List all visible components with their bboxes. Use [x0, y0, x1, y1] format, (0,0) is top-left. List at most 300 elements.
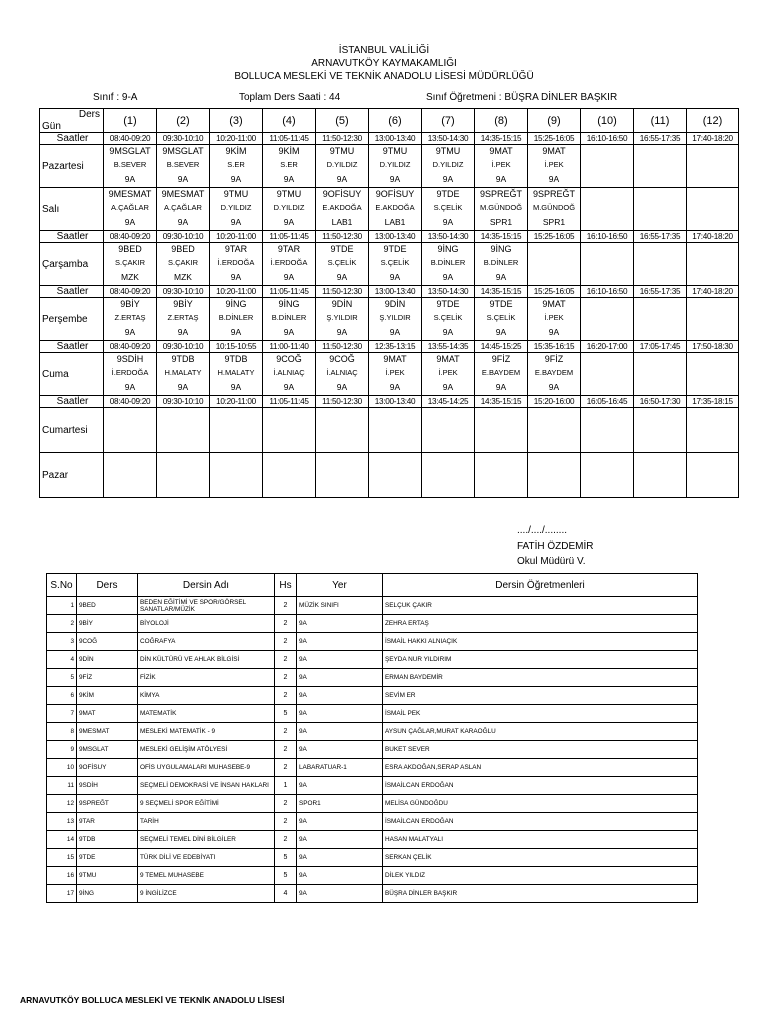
header-governorship: İSTANBUL VALİLİĞİ: [338, 45, 430, 56]
lesson-cell: [581, 353, 634, 396]
lesson-room: 9A: [283, 217, 295, 227]
lesson-cell: [316, 243, 369, 286]
course-teachers: ZEHRA ERTAŞ: [383, 615, 698, 633]
lesson-code: 9OFİSUY: [375, 189, 415, 199]
time-slot: 11:50-12:30: [316, 133, 369, 145]
time-slot: 13:50-14:30: [422, 133, 475, 145]
lesson-teacher: M.GÜNDOĞ: [479, 203, 523, 212]
lesson-room: LAB1: [384, 217, 406, 227]
lesson-teacher: [581, 157, 633, 173]
course-location: 9A: [297, 687, 383, 705]
period-header: (4): [263, 109, 316, 133]
principal-title: Okul Müdürü V.: [517, 556, 586, 567]
lesson-cell: [316, 188, 369, 231]
course-name: DİN KÜLTÜRÜ VE AHLAK BİLGİSİ: [138, 651, 275, 669]
time-slot: 08:40-09:20: [104, 133, 157, 145]
day-name: Pazartesi: [40, 145, 104, 188]
hours-label: Saatler: [40, 341, 104, 353]
lesson-cell: [104, 298, 157, 341]
lesson-teacher: B.DİNLER: [483, 258, 519, 267]
hours-row: [40, 231, 739, 243]
lesson-cell: [422, 243, 475, 286]
lesson-code: 9TDB: [224, 354, 248, 364]
lesson-code: 9TDB: [171, 354, 195, 364]
weekly-hours: 2: [275, 741, 297, 759]
lesson-code: [581, 243, 633, 255]
course-location: 9A: [297, 777, 383, 795]
time-slot: 16:10-16:50: [581, 286, 634, 298]
lesson-cell: [581, 188, 634, 231]
course-code: 9COĞ: [77, 633, 138, 651]
course-location: LABARATUAR-1: [297, 759, 383, 777]
lesson-room: 9A: [230, 174, 242, 184]
lesson-cell: [104, 353, 157, 396]
lesson-cell: [210, 243, 263, 286]
lesson-teacher: S.ÇELİK: [380, 258, 410, 267]
principal-name: FATİH ÖZDEMİR: [517, 541, 594, 552]
lesson-cell: [104, 145, 157, 188]
course-location: 9A: [297, 705, 383, 723]
time-slot: 15:25-16:05: [528, 231, 581, 243]
weekly-hours: 2: [275, 831, 297, 849]
time-slot: 10:15-10:55: [210, 341, 263, 353]
weekly-hours: 2: [275, 759, 297, 777]
lesson-code: 9DİN: [384, 299, 406, 309]
lesson-cell: [528, 243, 581, 286]
lesson-code: [687, 298, 738, 310]
lesson-code: 9TDE: [330, 244, 354, 254]
course-location: MÜZİK SINIFI: [297, 597, 383, 615]
lesson-teacher: E.AKDOĞA: [375, 203, 415, 212]
lesson-code: 9İNG: [225, 299, 247, 309]
period-header: (3): [210, 109, 263, 133]
time-slot: 15:25-16:05: [528, 133, 581, 145]
lesson-cell: [687, 243, 739, 286]
period-header: (9): [528, 109, 581, 133]
lesson-cell: [210, 353, 263, 396]
lesson-code: [687, 188, 738, 200]
lesson-teacher: B.SEVER: [113, 160, 147, 169]
lesson-cell: [687, 453, 739, 498]
period-header: (2): [157, 109, 210, 133]
lesson-teacher: [581, 310, 633, 326]
table-row: [47, 777, 698, 795]
time-slot: 17:40-18:20: [687, 286, 739, 298]
lesson-cell: [634, 145, 687, 188]
course-name: MESLEKİ MATEMATİK - 9: [138, 723, 275, 741]
lesson-code: [687, 243, 738, 255]
time-slot: 13:00-13:40: [369, 286, 422, 298]
lesson-cell: [422, 145, 475, 188]
lesson-cell: [369, 145, 422, 188]
lesson-room: 9A: [548, 174, 560, 184]
lesson-code: 9İNG: [278, 299, 300, 309]
lesson-room: 9A: [495, 272, 507, 282]
lesson-code: 9MESMAT: [108, 189, 152, 199]
time-slot: 15:20-16:00: [528, 396, 581, 408]
course-teachers: SELÇUK ÇAKIR: [383, 597, 698, 615]
time-slot: 13:55-14:35: [422, 341, 475, 353]
period-header-row: [40, 109, 739, 133]
lesson-room: MZK: [174, 272, 192, 282]
lesson-teacher: İ.ALNIAÇ: [273, 368, 305, 377]
lesson-room: [634, 381, 686, 393]
lesson-cell: [210, 188, 263, 231]
lesson-cell: [369, 453, 422, 498]
lesson-cell: [528, 353, 581, 396]
time-slot: 13:00-13:40: [369, 396, 422, 408]
lesson-teacher: S.ER: [227, 160, 245, 169]
lesson-room: [581, 326, 633, 338]
time-slot: 10:20-11:00: [210, 286, 263, 298]
lesson-cell: [104, 408, 157, 453]
lesson-teacher: A.ÇAĞLAR: [164, 203, 202, 212]
row-number: 5: [47, 669, 77, 687]
lesson-cell: [316, 145, 369, 188]
time-slot: 10:20-11:00: [210, 231, 263, 243]
lesson-teacher: İ.PEK: [385, 368, 405, 377]
lesson-cell: [687, 188, 739, 231]
lesson-cell: [157, 298, 210, 341]
lesson-teacher: [687, 365, 738, 381]
lesson-cell: [687, 353, 739, 396]
lesson-cell: [263, 145, 316, 188]
lesson-code: 9SPREĞT: [532, 189, 575, 199]
lesson-room: SPR1: [489, 217, 513, 227]
weekly-hours: 5: [275, 849, 297, 867]
time-slot: 17:40-18:20: [687, 133, 739, 145]
course-teachers: BÜŞRA DİNLER BAŞKIR: [383, 885, 698, 903]
time-slot: 17:40-18:20: [687, 231, 739, 243]
corner-gun-label: Gün: [42, 121, 61, 132]
lesson-cell: [157, 188, 210, 231]
lesson-code: [581, 145, 633, 157]
lesson-room: [634, 216, 686, 228]
lesson-cell: [263, 188, 316, 231]
lesson-room: 9A: [336, 327, 348, 337]
lesson-room: 9A: [548, 327, 560, 337]
lesson-cell: [475, 298, 528, 341]
table-row: [47, 831, 698, 849]
lesson-cell: [422, 353, 475, 396]
weekly-hours: 4: [275, 885, 297, 903]
time-slot: 08:40-09:20: [104, 231, 157, 243]
lesson-cell: [422, 453, 475, 498]
time-slot: 11:50-12:30: [316, 396, 369, 408]
time-slot: 16:50-17:30: [634, 396, 687, 408]
lesson-cell: [581, 243, 634, 286]
day-name: Çarşamba: [40, 243, 104, 286]
time-slot: 10:20-11:00: [210, 396, 263, 408]
lesson-cell: [634, 188, 687, 231]
lesson-teacher: Z.ERTAŞ: [167, 313, 199, 322]
lesson-cell: [475, 408, 528, 453]
lesson-room: SPR1: [542, 217, 566, 227]
lesson-cell: [687, 145, 739, 188]
lesson-teacher: İ.ERDOĞA: [270, 258, 308, 267]
weekly-hours: 2: [275, 795, 297, 813]
period-header: (5): [316, 109, 369, 133]
period-header: (11): [634, 109, 687, 133]
lesson-code: 9KİM: [278, 146, 300, 156]
period-header: (10): [581, 109, 634, 133]
lesson-teacher: [581, 365, 633, 381]
course-location: 9A: [297, 669, 383, 687]
lesson-room: 9A: [389, 174, 401, 184]
lesson-code: 9TMU: [276, 189, 302, 199]
header-school: BOLLUCA MESLEKİ VE TEKNİK ANADOLU LİSESİ MÜDÜRLÜĞÜ: [234, 71, 534, 82]
course-name: SEÇMELİ DEMOKRASİ VE İNSAN HAKLARI: [138, 777, 275, 795]
lesson-code: 9TMU: [329, 146, 355, 156]
row-number: 12: [47, 795, 77, 813]
time-slot: 13:45-14:25: [422, 396, 475, 408]
lesson-cell: [157, 408, 210, 453]
corner-cell: [40, 109, 104, 133]
lesson-teacher: İ.PEK: [544, 313, 564, 322]
lesson-room: 9A: [442, 327, 454, 337]
row-number: 11: [47, 777, 77, 795]
weekly-hours: 2: [275, 669, 297, 687]
lesson-room: 9A: [389, 382, 401, 392]
lesson-teacher: S.ÇELİK: [433, 313, 463, 322]
hours-label: Saatler: [40, 286, 104, 298]
row-number: 14: [47, 831, 77, 849]
lesson-cell: [369, 353, 422, 396]
course-code: 9MAT: [77, 705, 138, 723]
lesson-teacher: E.BAYDEM: [481, 368, 521, 377]
table-row: [47, 597, 698, 615]
row-number: 3: [47, 633, 77, 651]
hours-row: [40, 286, 739, 298]
lesson-code: 9MAT: [542, 146, 566, 156]
course-teachers: İSMAİL HAKKI ALNIAÇIK: [383, 633, 698, 651]
lesson-teacher: [634, 157, 686, 173]
lesson-cell: [634, 453, 687, 498]
lesson-cell: [369, 298, 422, 341]
lesson-room: LAB1: [331, 217, 353, 227]
course-location: 9A: [297, 831, 383, 849]
lesson-teacher: D.YILDIZ: [326, 160, 358, 169]
lesson-code: 9MAT: [436, 354, 460, 364]
lesson-teacher: İ.PEK: [491, 160, 511, 169]
course-name: MATEMATİK: [138, 705, 275, 723]
lesson-teacher: S.ÇAKIR: [167, 258, 198, 267]
lesson-cell: [475, 188, 528, 231]
course-teachers: BUKET SEVER: [383, 741, 698, 759]
lesson-code: [581, 298, 633, 310]
lesson-code: 9KİM: [225, 146, 247, 156]
lesson-cell: [581, 298, 634, 341]
lesson-cell: [634, 353, 687, 396]
weekly-hours: 2: [275, 813, 297, 831]
lesson-teacher: Ş.YILDIR: [326, 313, 358, 322]
table-row: [47, 705, 698, 723]
lesson-cell: [422, 408, 475, 453]
lesson-room: 9A: [442, 217, 454, 227]
lesson-room: 9A: [495, 174, 507, 184]
lesson-room: [634, 173, 686, 185]
lesson-room: 9A: [336, 382, 348, 392]
lesson-code: 9FİZ: [544, 354, 564, 364]
lesson-room: 9A: [230, 382, 242, 392]
lesson-teacher: [528, 255, 580, 271]
lesson-cell: [316, 408, 369, 453]
lesson-cell: [316, 353, 369, 396]
row-number: 10: [47, 759, 77, 777]
course-code: 9MSGLAT: [77, 741, 138, 759]
lesson-teacher: M.GÜNDOĞ: [532, 203, 576, 212]
lesson-teacher: S.ÇELİK: [433, 203, 463, 212]
lesson-code: [581, 353, 633, 365]
time-slot: 16:55-17:35: [634, 231, 687, 243]
lesson-code: 9TMU: [382, 146, 408, 156]
course-name: TARİH: [138, 813, 275, 831]
day-row: [40, 298, 739, 341]
day-row: [40, 453, 739, 498]
lesson-code: [687, 353, 738, 365]
hours-row: [40, 133, 739, 145]
lesson-teacher: [634, 200, 686, 216]
column-header: Yer: [297, 574, 383, 597]
lesson-code: 9TMU: [435, 146, 461, 156]
lesson-code: 9BİY: [173, 299, 193, 309]
course-list-body: [47, 597, 698, 903]
time-slot: 09:30-10:10: [157, 396, 210, 408]
lesson-code: 9MSGLAT: [109, 146, 151, 156]
course-name: OFİS UYGULAMALARI MUHASEBE-9: [138, 759, 275, 777]
period-header: (1): [104, 109, 157, 133]
column-header: Dersin Adı: [138, 574, 275, 597]
lesson-code: 9TDE: [436, 299, 460, 309]
lesson-room: [687, 216, 738, 228]
time-slot: 08:40-09:20: [104, 341, 157, 353]
course-name: SEÇMELİ TEMEL DİNİ BİLGİLER: [138, 831, 275, 849]
lesson-teacher: İ.ERDOĞA: [111, 368, 149, 377]
lesson-room: 9A: [442, 272, 454, 282]
course-teachers: AYSUN ÇAĞLAR,MURAT KARAOĞLU: [383, 723, 698, 741]
lesson-teacher: H.MALATY: [164, 368, 202, 377]
lesson-code: 9TAR: [224, 244, 248, 254]
day-row: [40, 408, 739, 453]
day-row: [40, 188, 739, 231]
lesson-cell: [369, 243, 422, 286]
column-header: S.No: [47, 574, 77, 597]
course-code: 9SDİH: [77, 777, 138, 795]
lesson-code: 9FİZ: [491, 354, 511, 364]
header-district: ARNAVUTKÖY KAYMAKAMLIĞI: [311, 58, 457, 69]
lesson-room: 9A: [230, 272, 242, 282]
time-slot: 15:25-16:05: [528, 286, 581, 298]
course-teachers: ERMAN BAYDEMİR: [383, 669, 698, 687]
hours-label: Saatler: [40, 396, 104, 408]
row-number: 6: [47, 687, 77, 705]
course-teachers: SERKAN ÇELİK: [383, 849, 698, 867]
lesson-cell: [528, 453, 581, 498]
course-teachers: SEVİM ER: [383, 687, 698, 705]
time-slot: 11:05-11:45: [263, 231, 316, 243]
timetable: [39, 108, 739, 498]
row-number: 1: [47, 597, 77, 615]
lesson-room: [634, 326, 686, 338]
lesson-room: 9A: [389, 327, 401, 337]
column-header: Ders: [77, 574, 138, 597]
lesson-teacher: D.YILDIZ: [379, 160, 411, 169]
table-row: [47, 795, 698, 813]
course-teachers: ESRA AKDOĞAN,SERAP ASLAN: [383, 759, 698, 777]
corner-ders-label: Ders: [78, 109, 100, 120]
lesson-code: 9SDİH: [116, 354, 144, 364]
lesson-code: [634, 188, 686, 200]
lesson-cell: [263, 408, 316, 453]
column-header: Dersin Öğretmenleri: [383, 574, 698, 597]
course-name: 9 SEÇMELİ SPOR EĞİTİMİ: [138, 795, 275, 813]
lesson-teacher: B.DİNLER: [271, 313, 307, 322]
time-slot: 16:10-16:50: [581, 231, 634, 243]
lesson-room: 9A: [495, 327, 507, 337]
lesson-room: 9A: [230, 327, 242, 337]
lesson-teacher: [634, 255, 686, 271]
lesson-code: 9TDE: [436, 189, 460, 199]
class-teacher-label: Sınıf Öğretmeni : BÜŞRA DİNLER BAŞKIR: [426, 92, 618, 103]
time-slot: 14:35-15:15: [475, 231, 528, 243]
lesson-cell: [210, 408, 263, 453]
lesson-room: 9A: [283, 174, 295, 184]
lesson-cell: [475, 145, 528, 188]
course-code: 9TDB: [77, 831, 138, 849]
time-slot: 11:05-11:45: [263, 396, 316, 408]
day-name: Cumartesi: [40, 408, 104, 453]
time-slot: 08:40-09:20: [104, 396, 157, 408]
table-row: [47, 687, 698, 705]
lesson-cell: [263, 353, 316, 396]
lesson-code: 9BED: [171, 244, 195, 254]
lesson-teacher: D.YILDIZ: [432, 160, 464, 169]
lesson-teacher: [687, 157, 738, 173]
lesson-teacher: Ş.YILDIR: [379, 313, 411, 322]
lesson-teacher: [687, 200, 738, 216]
lesson-cell: [263, 243, 316, 286]
lesson-room: 9A: [177, 327, 189, 337]
lesson-code: 9OFİSUY: [322, 189, 362, 199]
weekly-hours: 2: [275, 723, 297, 741]
lesson-teacher: [687, 255, 738, 271]
course-location: 9A: [297, 867, 383, 885]
lesson-cell: [422, 188, 475, 231]
weekly-hours: 2: [275, 597, 297, 615]
course-name: TÜRK DİLİ VE EDEBİYATI: [138, 849, 275, 867]
period-header: (7): [422, 109, 475, 133]
lesson-cell: [263, 298, 316, 341]
lesson-teacher: D.YILDIZ: [273, 203, 305, 212]
day-name: Cuma: [40, 353, 104, 396]
lesson-room: [687, 381, 738, 393]
lesson-room: 9A: [283, 382, 295, 392]
weekly-hours: 5: [275, 867, 297, 885]
time-slot: 11:50-12:30: [316, 231, 369, 243]
day-name: Salı: [40, 188, 104, 231]
time-slot: 10:20-11:00: [210, 133, 263, 145]
lesson-teacher: Z.ERTAŞ: [114, 313, 146, 322]
lesson-code: 9SPREĞT: [479, 189, 522, 199]
lesson-code: 9MSGLAT: [162, 146, 204, 156]
course-name: BİYOLOJİ: [138, 615, 275, 633]
table-row: [47, 615, 698, 633]
time-slot: 15:35-16:15: [528, 341, 581, 353]
lesson-room: 9A: [124, 382, 136, 392]
lesson-code: [634, 298, 686, 310]
weekly-hours: 1: [275, 777, 297, 795]
weekly-hours: 2: [275, 687, 297, 705]
